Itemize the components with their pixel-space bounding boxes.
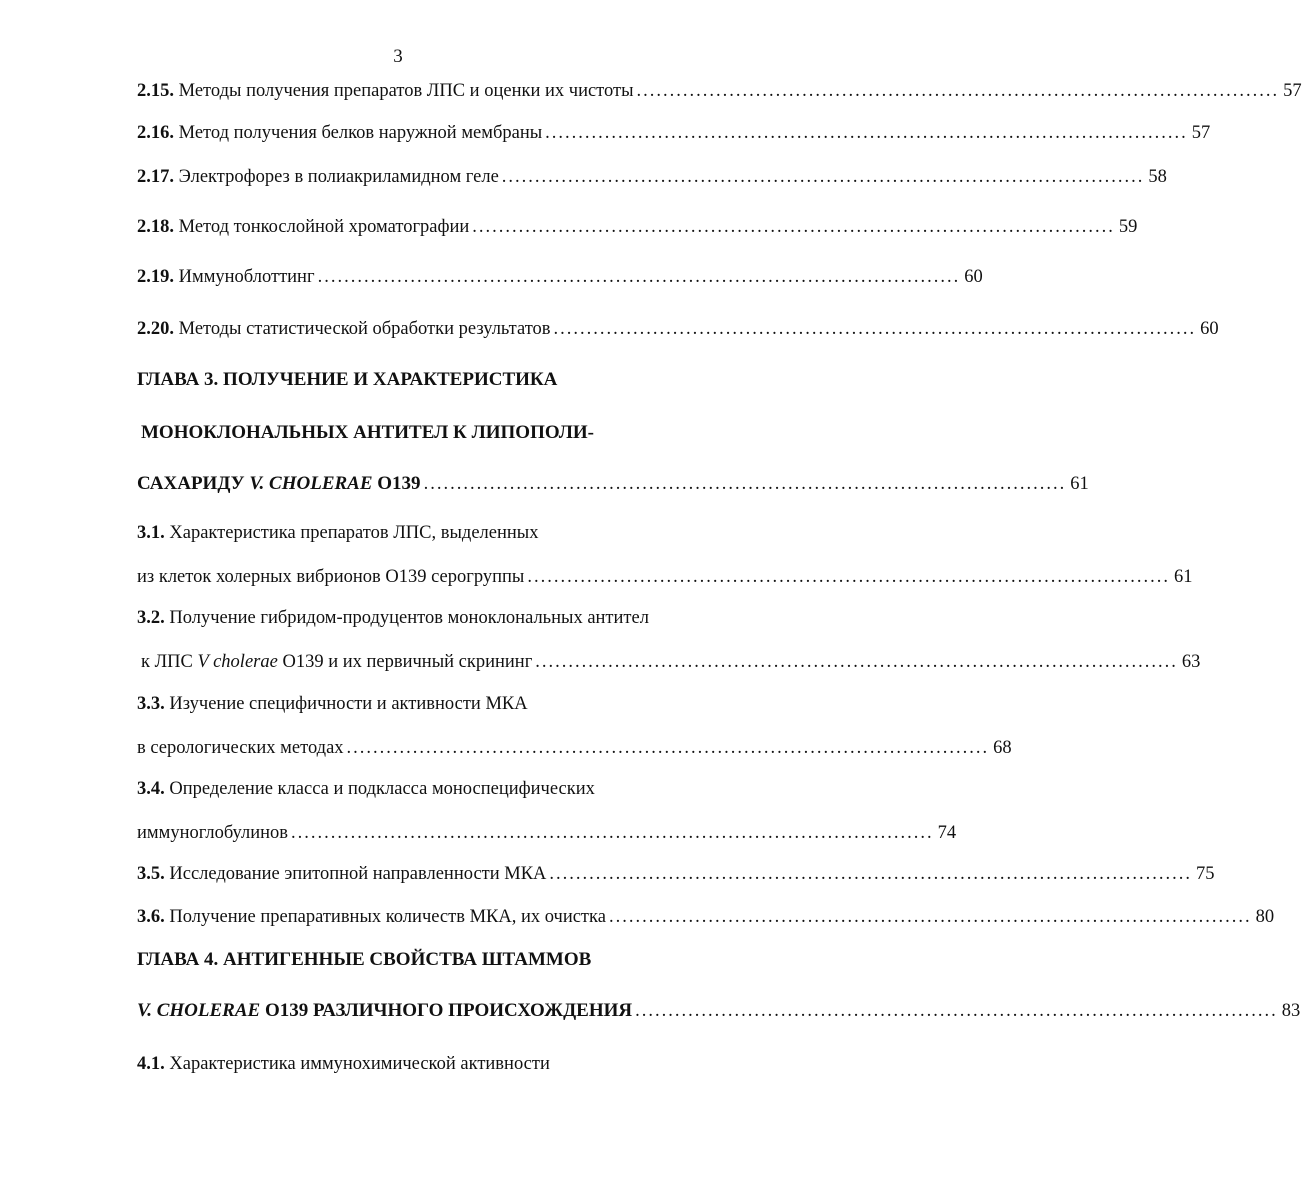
dot-leader: ................................................................................................. [635,1001,1278,1021]
dot-leader: ................................................................................................. [608,907,1252,927]
chapter-4-heading-line1: ГЛАВА 4. АНТИГЕННЫЕ СВОЙСТВА ШТАММОВ [137,949,592,970]
section-title-continued: к ЛПС [141,652,198,672]
dot-leader: ................................................................................................. [346,738,990,758]
chapter-4-heading-line2: О139 РАЗЛИЧНОГО ПРОИСХОЖДЕНИЯ [260,1000,633,1021]
page-ref: 61 [1070,474,1089,494]
section-title: Иммуноблоттинг [178,267,315,287]
page-ref: 59 [1118,217,1138,237]
page-ref: 80 [1255,907,1275,927]
section-title: Метод тонкослойной хроматографии [178,217,470,237]
section-number: 2.16. [137,123,174,143]
page-ref: 60 [1200,319,1219,339]
section-title: Метод получения белков наружной мембраны [178,123,543,143]
toc-entry-3-3-line1 [137,692,528,716]
page-ref: 74 [937,823,957,843]
toc-entry-3-5 [137,862,1215,886]
section-number: 2.17. [137,167,174,187]
page-ref: 75 [1196,864,1215,884]
dot-leader: ................................................................................................. [472,217,1115,237]
section-title: Методы получения препаратов ЛПС и оценки их чистоты [178,81,634,101]
section-title: Методы статистической обработки результатов [178,319,551,339]
toc-entry-2-16 [137,121,1211,145]
toc-entry-3-4-line2 [137,821,957,845]
section-number: 2.19. [137,267,174,287]
page-ref: 57 [1283,81,1302,101]
toc-entry-2-18 [137,215,1138,239]
section-title-continued: иммуноглобулинов [137,823,289,843]
page-number: 3 [393,46,403,67]
section-title: Характеристика препаратов ЛПС, выделенных [169,523,539,543]
section-number: 3.3. [137,694,165,714]
toc-entry-3-6 [137,905,1275,929]
page-ref: 58 [1148,167,1167,187]
section-number: 2.20. [137,319,174,339]
toc-entry-2-17 [137,165,1167,189]
section-title: Получение гибридом-продуцентов моноклональных антител [169,608,649,628]
dot-leader: ................................................................................................. [423,474,1067,494]
section-title-continued: из клеток холерных вибрионов О139 серогруппы [137,567,525,587]
section-number: 3.5. [137,864,165,884]
dot-leader: ................................................................................................. [549,864,1193,884]
section-number: 3.1. [137,523,165,543]
dot-leader: ................................................................................................. [636,81,1280,101]
section-number: 2.15. [137,81,174,101]
dot-leader: ................................................................................................. [545,123,1188,143]
dot-leader: ................................................................................................. [527,567,1170,587]
section-number: 3.2. [137,608,165,628]
dot-leader: ................................................................................................. [317,267,961,287]
section-title: Определение класса и подкласса моноспецифических [169,779,595,799]
toc-entry-2-20 [137,317,1219,341]
toc-entry-3-2-line1 [137,606,649,630]
chapter-3-heading-line2: МОНОКЛОНАЛЬНЫХ АНТИТЕЛ К ЛИПОПОЛИ- [141,422,594,443]
toc-entry-3-1-line1 [137,521,538,545]
toc-entry-3-3-line2 [137,736,1012,760]
page-ref: 61 [1173,567,1193,587]
toc-entry-4-1 [137,1052,550,1076]
page-ref: 63 [1181,652,1201,672]
section-title-continued: О139 и их первичный скрининг [277,652,533,672]
serogroup: О139 [372,473,421,494]
dot-leader: ................................................................................................. [553,319,1197,339]
chapter-3-heading-line3: САХАРИДУ [137,473,250,494]
section-number: 3.4. [137,779,165,799]
dot-leader: ................................................................................................. [501,167,1145,187]
toc-entry-3-2-line2 [141,650,1201,674]
toc-entry-2-15 [137,79,1302,103]
dot-leader: ................................................................................................. [291,823,934,843]
section-title: Исследование эпитопной направленности МКА [169,864,547,884]
chapter-3-heading-line1: ГЛАВА 3. ПОЛУЧЕНИЕ И ХАРАКТЕРИСТИКА [137,369,558,390]
toc-entry-2-19 [137,265,983,289]
page-ref: 68 [993,738,1012,758]
section-title-continued: в серологических методах [137,738,344,758]
page-ref: 83 [1281,1001,1301,1021]
section-number: 3.6. [137,907,165,927]
toc-entry-3-4-line1 [137,777,595,801]
section-title: Получение препаративных количеств МКА, их очистка [169,907,606,927]
toc-entry-3-1-line2 [137,565,1193,589]
section-number: 4.1. [137,1054,165,1074]
page-ref: 57 [1191,123,1211,143]
toc-entry-chapter-4 [137,999,1301,1023]
section-title: Характеристика иммунохимической активности [169,1054,550,1074]
section-title: Изучение специфичности и активности МКА [169,694,528,714]
species-name: V. CHOLERAE [137,1000,261,1021]
dot-leader: ................................................................................................. [535,652,1178,672]
toc-entry-chapter-3 [137,472,1089,496]
species-name: V cholerae [197,652,278,672]
page-ref: 60 [964,267,983,287]
section-number: 2.18. [137,217,174,237]
species-name: V. CHOLERAE [249,473,373,494]
section-title: Электрофорез в полиакриламидном геле [178,167,499,187]
